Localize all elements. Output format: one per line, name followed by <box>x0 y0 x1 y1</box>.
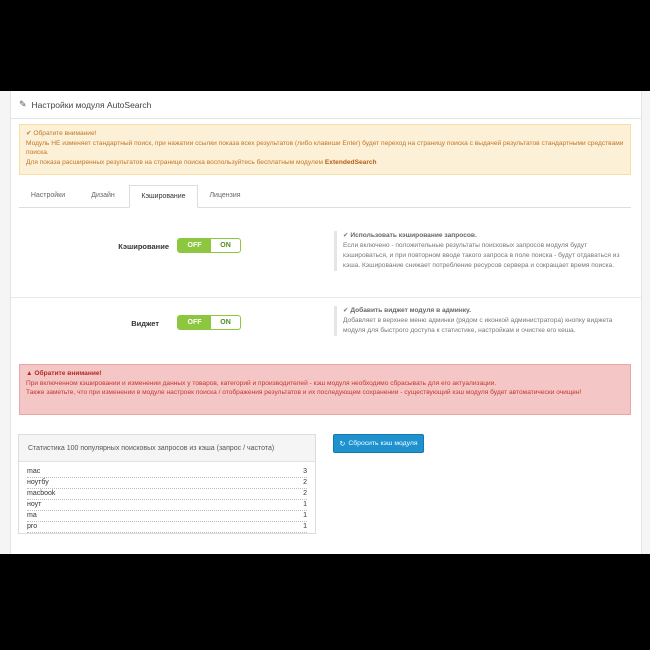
danger-text-2: Также заметьте, что при изменении в модуле настроек поиска / отображения результатов и их последующем сохранении - существующий кэш модуля будет автоматически очищен! <box>26 389 582 396</box>
page-area <box>0 91 650 554</box>
caching-help-title-line <box>343 231 632 241</box>
widget-help-title: Добавить виджет модуля в админку. <box>350 307 471 314</box>
list-item <box>27 478 307 489</box>
caching-help <box>334 231 632 271</box>
stat-query: ma <box>27 512 37 519</box>
list-item <box>27 489 307 500</box>
stats-panel <box>18 434 316 534</box>
extendedsearch-module-name: ExtendedSearch <box>324 158 377 166</box>
widget-toggle[interactable] <box>177 315 241 330</box>
widget-help-text: Добавляет в верхнее меню админки (рядом с иконкой администратора) кнопку виджета модуля для быстрого доступа к статистике, настройкам и очистке его кеша. <box>343 317 613 334</box>
widget-toggle-on[interactable]: ON <box>220 319 231 326</box>
check-icon: ✔ <box>343 232 349 239</box>
caching-help-title: Использовать кэширование запросов. <box>350 232 477 239</box>
danger-text-1: При включенном кэшировании и изменении данных у товаров, категорий и производителей - кэш модуля необходимо сбрасывать для его актуализации. <box>26 379 497 387</box>
stat-count: 3 <box>303 468 307 475</box>
warning-text-2-prefix: Для показа расширенных результатов на странице поиска воспользуйтесь бесплатным модулем <box>26 158 325 166</box>
widget-help <box>334 306 632 336</box>
refresh-icon: ↻ <box>339 440 346 448</box>
stat-count: 1 <box>303 512 307 519</box>
warning-heading: Обратите внимание! <box>33 130 97 137</box>
caching-toggle-off[interactable]: OFF <box>178 239 211 252</box>
tab-design[interactable]: Дизайн <box>91 192 115 199</box>
row-divider <box>11 297 641 298</box>
panel-heading <box>11 91 641 119</box>
tab-license[interactable]: Лицензия <box>209 192 241 199</box>
stat-query: pro <box>27 523 38 530</box>
panel-title: Настройки модуля AutoSearch <box>31 99 152 110</box>
stat-query: ноут <box>27 501 42 508</box>
warning-text-1: Модуль НЕ изменяет стандартный поиск, при нажатии ссылки показа всех результатов (либо клавиши Enter) будет переход на страницу поиска с выдачей результатов стандартными средствами поиска. <box>26 139 624 156</box>
list-item <box>27 511 307 522</box>
warning-alert <box>19 124 631 175</box>
stat-count: 1 <box>303 523 307 530</box>
check-icon: ✔ <box>343 307 349 314</box>
warning-triangle-icon: ▲ <box>26 370 33 377</box>
warning-heading-line <box>26 129 624 139</box>
list-item <box>27 467 307 478</box>
caching-help-text: Если включено - положительные результаты поисковых запросов модуля будут кэшироваться, и при повторном вводе такого запроса в поле поиска - будут отдаваться из кэша. Кэширование снижает потребление ресурсов сервера и сокращает время поиска. <box>343 242 620 269</box>
danger-alert <box>19 364 631 415</box>
caching-toggle-on[interactable]: ON <box>220 242 231 249</box>
stat-query: ноутбу <box>27 479 49 486</box>
stat-count: 1 <box>303 501 307 508</box>
widget-label: Виджет <box>131 319 159 328</box>
danger-heading-line <box>26 369 624 379</box>
caching-label: Кэширование <box>118 242 169 251</box>
stat-count: 2 <box>303 479 307 486</box>
widget-toggle-off[interactable]: OFF <box>178 316 211 329</box>
tab-bar <box>19 185 631 208</box>
danger-heading: Обратите внимание! <box>34 370 102 377</box>
list-item <box>27 522 307 533</box>
reset-cache-button[interactable] <box>333 434 424 453</box>
warning-text-2 <box>26 158 624 168</box>
reset-cache-label: Сбросить кэш модуля <box>348 440 418 447</box>
stats-list <box>19 462 315 533</box>
caching-toggle[interactable] <box>177 238 241 253</box>
tab-settings[interactable]: Настройки <box>30 192 66 199</box>
stat-query: macbook <box>27 490 56 497</box>
pencil-icon: ✎ <box>19 99 27 109</box>
widget-help-title-line <box>343 306 632 316</box>
stats-title: Статистика 100 популярных поисковых запросов из кэша (запрос / частота) <box>19 435 315 462</box>
tab-caching[interactable]: Кэширование <box>129 185 198 208</box>
stat-count: 2 <box>303 490 307 497</box>
list-item <box>27 500 307 511</box>
stat-query: mac <box>27 468 41 475</box>
check-icon: ✔ <box>26 130 32 137</box>
